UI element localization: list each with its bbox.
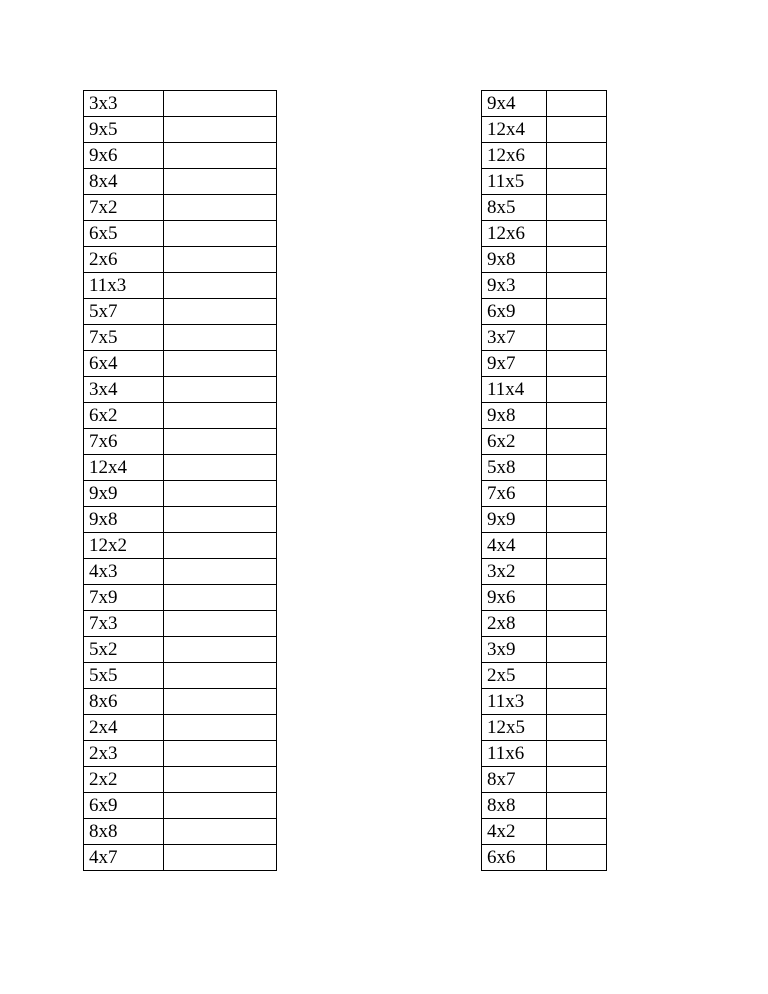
- answer-cell[interactable]: [547, 819, 607, 845]
- problem-cell: 9x5: [84, 117, 164, 143]
- answer-cell[interactable]: [164, 117, 277, 143]
- table-row: [84, 741, 277, 767]
- answer-cell[interactable]: [164, 403, 277, 429]
- answer-cell[interactable]: [164, 247, 277, 273]
- answer-cell[interactable]: [547, 585, 607, 611]
- problem-cell: 6x6: [482, 845, 547, 871]
- table-row: [482, 351, 607, 377]
- answer-cell[interactable]: [547, 481, 607, 507]
- answer-cell[interactable]: [164, 845, 277, 871]
- table-row: [84, 403, 277, 429]
- problem-cell: 6x9: [482, 299, 547, 325]
- answer-cell[interactable]: [547, 403, 607, 429]
- table-row: [84, 195, 277, 221]
- table-row: [482, 195, 607, 221]
- answer-cell[interactable]: [164, 455, 277, 481]
- answer-cell[interactable]: [164, 611, 277, 637]
- answer-cell[interactable]: [164, 273, 277, 299]
- answer-cell[interactable]: [164, 689, 277, 715]
- table-row: [482, 845, 607, 871]
- table-row: [84, 845, 277, 871]
- answer-cell[interactable]: [164, 533, 277, 559]
- table-row: [482, 559, 607, 585]
- table-row: [482, 715, 607, 741]
- table-row: [482, 455, 607, 481]
- problem-cell: 4x3: [84, 559, 164, 585]
- table-row: [84, 455, 277, 481]
- table-row: [482, 403, 607, 429]
- answer-cell[interactable]: [547, 325, 607, 351]
- answer-cell[interactable]: [547, 91, 607, 117]
- problem-cell: 8x4: [84, 169, 164, 195]
- problem-cell: 9x4: [482, 91, 547, 117]
- answer-cell[interactable]: [547, 247, 607, 273]
- problem-cell: 2x5: [482, 663, 547, 689]
- problem-cell: 11x6: [482, 741, 547, 767]
- answer-cell[interactable]: [164, 507, 277, 533]
- answer-cell[interactable]: [547, 429, 607, 455]
- answer-cell[interactable]: [164, 221, 277, 247]
- problem-cell: 3x3: [84, 91, 164, 117]
- problem-cell: 9x8: [482, 247, 547, 273]
- problem-cell: 6x9: [84, 793, 164, 819]
- table-row: [84, 117, 277, 143]
- answer-cell[interactable]: [164, 715, 277, 741]
- answer-cell[interactable]: [164, 793, 277, 819]
- table-row: [482, 507, 607, 533]
- answer-cell[interactable]: [547, 507, 607, 533]
- problem-cell: 11x3: [482, 689, 547, 715]
- table-row: [84, 351, 277, 377]
- table-row: [84, 143, 277, 169]
- table-row: [84, 325, 277, 351]
- problem-cell: 6x2: [482, 429, 547, 455]
- table-row: [84, 663, 277, 689]
- problem-cell: 2x2: [84, 767, 164, 793]
- table-row: [84, 273, 277, 299]
- problem-cell: 9x6: [482, 585, 547, 611]
- problem-cell: 12x2: [84, 533, 164, 559]
- problem-cell: 6x5: [84, 221, 164, 247]
- problem-cell: 5x2: [84, 637, 164, 663]
- problem-cell: 8x8: [482, 793, 547, 819]
- answer-cell[interactable]: [164, 169, 277, 195]
- table-row: [482, 819, 607, 845]
- table-row: [482, 91, 607, 117]
- problem-cell: 2x6: [84, 247, 164, 273]
- answer-cell[interactable]: [164, 663, 277, 689]
- problem-cell: 9x8: [84, 507, 164, 533]
- answer-cell[interactable]: [547, 559, 607, 585]
- answer-cell[interactable]: [547, 117, 607, 143]
- answer-cell[interactable]: [164, 195, 277, 221]
- problem-cell: 7x5: [84, 325, 164, 351]
- answer-cell[interactable]: [164, 377, 277, 403]
- table-row: [482, 221, 607, 247]
- table-row: [84, 585, 277, 611]
- answer-cell[interactable]: [547, 741, 607, 767]
- problem-cell: 3x2: [482, 559, 547, 585]
- problem-cell: 8x8: [84, 819, 164, 845]
- problem-cell: 7x6: [482, 481, 547, 507]
- answer-cell[interactable]: [547, 169, 607, 195]
- table-row: [84, 637, 277, 663]
- problem-cell: 12x6: [482, 221, 547, 247]
- answer-cell[interactable]: [164, 429, 277, 455]
- problem-cell: 7x2: [84, 195, 164, 221]
- table-row: [482, 117, 607, 143]
- table-row: [482, 299, 607, 325]
- problem-cell: 4x7: [84, 845, 164, 871]
- answer-cell[interactable]: [164, 767, 277, 793]
- table-row: [482, 741, 607, 767]
- table-row: [84, 247, 277, 273]
- answer-cell[interactable]: [547, 611, 607, 637]
- answer-cell[interactable]: [164, 819, 277, 845]
- left-problem-table: [83, 90, 277, 871]
- table-row: [84, 715, 277, 741]
- problem-cell: 7x6: [84, 429, 164, 455]
- answer-cell[interactable]: [164, 143, 277, 169]
- answer-cell[interactable]: [547, 767, 607, 793]
- table-row: [482, 273, 607, 299]
- problem-cell: 2x3: [84, 741, 164, 767]
- answer-cell[interactable]: [547, 143, 607, 169]
- answer-cell[interactable]: [547, 689, 607, 715]
- problem-cell: 7x3: [84, 611, 164, 637]
- problem-cell: 8x7: [482, 767, 547, 793]
- table-row: [84, 689, 277, 715]
- answer-cell[interactable]: [164, 741, 277, 767]
- right-problem-table: [481, 90, 607, 871]
- table-row: [482, 143, 607, 169]
- table-row: [482, 637, 607, 663]
- table-row: [84, 819, 277, 845]
- table-row: [84, 767, 277, 793]
- table-row: [84, 91, 277, 117]
- table-row: [84, 611, 277, 637]
- answer-cell[interactable]: [164, 637, 277, 663]
- problem-cell: 4x2: [482, 819, 547, 845]
- answer-cell[interactable]: [547, 715, 607, 741]
- table-row: [482, 767, 607, 793]
- problem-cell: 7x9: [84, 585, 164, 611]
- problem-cell: 3x7: [482, 325, 547, 351]
- answer-cell[interactable]: [164, 559, 277, 585]
- table-row: [482, 429, 607, 455]
- table-row: [84, 221, 277, 247]
- table-row: [84, 429, 277, 455]
- answer-cell[interactable]: [164, 299, 277, 325]
- answer-cell[interactable]: [547, 533, 607, 559]
- answer-cell[interactable]: [547, 455, 607, 481]
- answer-cell[interactable]: [547, 377, 607, 403]
- table-row: [482, 611, 607, 637]
- answer-cell[interactable]: [547, 221, 607, 247]
- table-row: [482, 377, 607, 403]
- table-row: [84, 377, 277, 403]
- problem-cell: 9x9: [482, 507, 547, 533]
- answer-cell[interactable]: [164, 351, 277, 377]
- problem-cell: 9x3: [482, 273, 547, 299]
- table-row: [482, 689, 607, 715]
- answer-cell[interactable]: [164, 481, 277, 507]
- problem-cell: 5x5: [84, 663, 164, 689]
- answer-cell[interactable]: [547, 351, 607, 377]
- answer-cell[interactable]: [547, 299, 607, 325]
- problem-cell: 3x9: [482, 637, 547, 663]
- answer-cell[interactable]: [164, 585, 277, 611]
- answer-cell[interactable]: [547, 637, 607, 663]
- problem-cell: 9x6: [84, 143, 164, 169]
- answer-cell[interactable]: [547, 845, 607, 871]
- table-row: [84, 299, 277, 325]
- problem-cell: 9x7: [482, 351, 547, 377]
- problem-cell: 12x4: [482, 117, 547, 143]
- problem-cell: 5x7: [84, 299, 164, 325]
- problem-cell: 12x6: [482, 143, 547, 169]
- problem-cell: 9x9: [84, 481, 164, 507]
- table-row: [482, 663, 607, 689]
- table-row: [84, 559, 277, 585]
- table-row: [84, 507, 277, 533]
- table-row: [482, 325, 607, 351]
- table-row: [482, 793, 607, 819]
- table-row: [482, 247, 607, 273]
- table-row: [84, 793, 277, 819]
- answer-cell[interactable]: [547, 793, 607, 819]
- problem-cell: 6x2: [84, 403, 164, 429]
- table-row: [84, 533, 277, 559]
- problem-cell: 2x8: [482, 611, 547, 637]
- table-row: [84, 481, 277, 507]
- problem-cell: 12x4: [84, 455, 164, 481]
- problem-cell: 11x3: [84, 273, 164, 299]
- answer-cell[interactable]: [547, 195, 607, 221]
- answer-cell[interactable]: [164, 91, 277, 117]
- table-row: [482, 169, 607, 195]
- problem-cell: 3x4: [84, 377, 164, 403]
- problem-cell: 6x4: [84, 351, 164, 377]
- problem-cell: 11x4: [482, 377, 547, 403]
- problem-cell: 8x5: [482, 195, 547, 221]
- table-row: [482, 533, 607, 559]
- problem-cell: 2x4: [84, 715, 164, 741]
- answer-cell[interactable]: [547, 273, 607, 299]
- problem-cell: 9x8: [482, 403, 547, 429]
- table-row: [84, 169, 277, 195]
- problem-cell: 12x5: [482, 715, 547, 741]
- table-row: [482, 481, 607, 507]
- problem-cell: 11x5: [482, 169, 547, 195]
- problem-cell: 4x4: [482, 533, 547, 559]
- answer-cell[interactable]: [164, 325, 277, 351]
- problem-cell: 5x8: [482, 455, 547, 481]
- answer-cell[interactable]: [547, 663, 607, 689]
- table-row: [482, 585, 607, 611]
- problem-cell: 8x6: [84, 689, 164, 715]
